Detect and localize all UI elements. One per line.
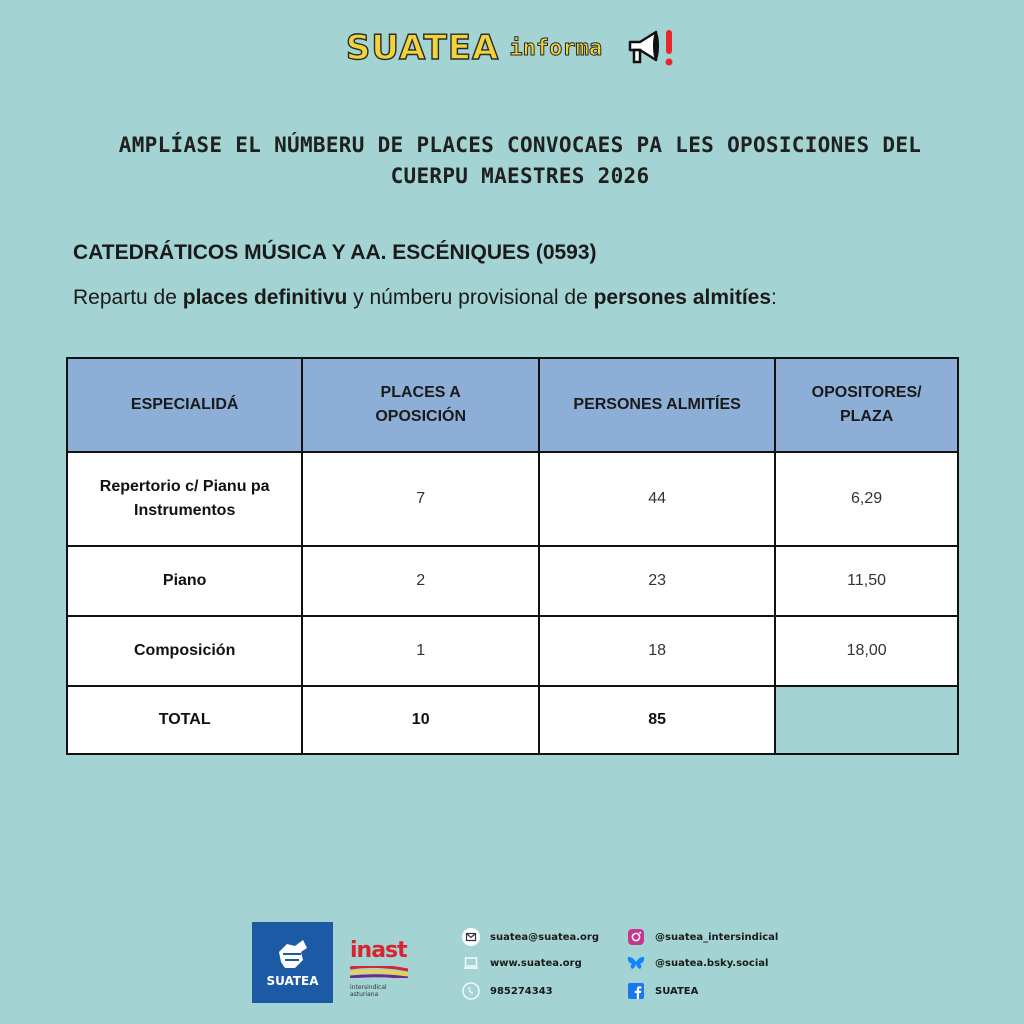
header-specialty: ESPECIALIDÁ [67, 358, 302, 452]
table-header-row [67, 358, 958, 452]
facebook-icon [627, 982, 645, 1000]
contact-phone[interactable] [462, 982, 553, 1000]
laptop-icon [462, 954, 480, 972]
contact-email[interactable] [462, 928, 599, 946]
suatea-logo [252, 922, 333, 1003]
cell-ratio: 18,00 [775, 616, 958, 686]
table-row [67, 452, 958, 546]
section-subtitle: CATEDRÁTICOS MÚSICA Y AA. ESCÉNIQUES (0593) [73, 241, 597, 264]
mail-icon [462, 928, 480, 946]
places-table [66, 357, 959, 755]
inast-logo [350, 938, 414, 998]
cell-specialty: Composición [67, 616, 302, 686]
phone-icon [462, 982, 480, 1000]
cell-admitted: 23 [539, 546, 775, 616]
intro-part-3: : [771, 286, 777, 309]
cell-places: 1 [302, 616, 539, 686]
intro-text [73, 286, 777, 310]
header-admitted: PERSONES ALMITÍES [539, 358, 775, 452]
megaphone-icon [626, 26, 678, 70]
headline-line-2: CUERPU MAESTRES 2026 [390, 164, 650, 188]
bluesky-text: @suatea.bsky.social [655, 957, 769, 969]
cell-specialty: Piano [67, 546, 302, 616]
cell-admitted: 44 [539, 452, 775, 546]
table-total-row [67, 686, 958, 754]
contact-facebook[interactable] [627, 982, 698, 1000]
intro-bold-1: places definitivu [182, 286, 348, 309]
table-row [67, 546, 958, 616]
inast-logo-text: inast [350, 938, 407, 963]
cell-specialty: Repertorio c/ Pianu pa Instrumentos [67, 452, 302, 546]
email-text: suatea@suatea.org [490, 931, 600, 943]
cell-places: 7 [302, 452, 539, 546]
intro-part-2: y númberu provisional de [347, 286, 594, 309]
bluesky-butterfly-icon [627, 954, 645, 972]
intro-part-1: Repartu de [73, 286, 183, 309]
fist-icon [273, 938, 313, 972]
contact-bluesky[interactable] [627, 954, 768, 972]
brand-suffix: informa [509, 35, 603, 61]
inast-logo-subtitle: intersindical asturiana [350, 984, 387, 998]
facebook-text: SUATEA [655, 985, 699, 997]
footer [0, 920, 1024, 1020]
contact-web[interactable] [462, 954, 582, 972]
inast-stripes-icon [350, 966, 408, 978]
cell-ratio: 11,50 [775, 546, 958, 616]
headline-line-1: AMPLÍASE EL NÚMBERU DE PLACES CONVOCAES PA LES OPOSICIONES DEL [118, 133, 922, 157]
table-row [67, 616, 958, 686]
cell-total-places: 10 [302, 686, 539, 754]
header [0, 26, 1024, 70]
cell-places: 2 [302, 546, 539, 616]
cell-total-label: TOTAL [67, 686, 302, 754]
suatea-logo-text: SUATEA [266, 973, 319, 988]
cell-total-empty [775, 686, 958, 754]
header-places: PLACES A OPOSICIÓN [302, 358, 539, 452]
headline [100, 130, 940, 192]
phone-text: 985274343 [490, 985, 553, 997]
web-text: www.suatea.org [490, 957, 582, 969]
cell-total-admitted: 85 [539, 686, 775, 754]
contact-instagram[interactable] [627, 928, 778, 946]
cell-ratio: 6,29 [775, 452, 958, 546]
instagram-text: @suatea_intersindical [655, 931, 779, 943]
brand-title: SUATEA [345, 28, 500, 68]
intro-bold-2: persones almitíes [593, 286, 772, 309]
cell-admitted: 18 [539, 616, 775, 686]
header-ratio: OPOSITORES/ PLAZA [775, 358, 958, 452]
instagram-icon [627, 928, 645, 946]
